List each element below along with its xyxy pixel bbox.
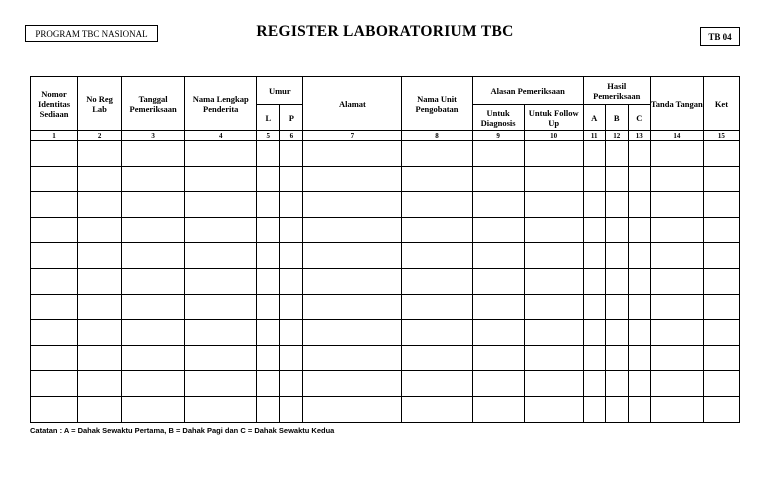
table-cell[interactable]: [605, 192, 628, 218]
table-cell[interactable]: [31, 141, 78, 167]
table-cell[interactable]: [628, 192, 650, 218]
table-cell[interactable]: [122, 294, 185, 320]
table-cell[interactable]: [402, 294, 472, 320]
table-cell[interactable]: [472, 166, 524, 192]
table-cell[interactable]: [524, 166, 583, 192]
column-number: 14: [650, 131, 703, 141]
table-cell[interactable]: [472, 192, 524, 218]
column-number: 11: [583, 131, 605, 141]
table-cell[interactable]: [402, 192, 472, 218]
form-code: TB 04: [700, 27, 740, 46]
table-cell[interactable]: [185, 396, 257, 422]
column-number: 13: [628, 131, 650, 141]
table-cell[interactable]: [650, 243, 703, 269]
column-number: 15: [703, 131, 739, 141]
column-number-row: [31, 131, 740, 141]
header-alamat: Alamat: [303, 77, 402, 131]
column-number: 6: [280, 131, 303, 141]
table-cell[interactable]: [31, 243, 78, 269]
table-cell[interactable]: [472, 294, 524, 320]
table-cell[interactable]: [280, 371, 303, 397]
table-cell[interactable]: [472, 141, 524, 167]
table-cell[interactable]: [280, 243, 303, 269]
table-cell[interactable]: [122, 371, 185, 397]
header-tanggal-pemeriksaan: Tanggal Pemeriksaan: [122, 77, 185, 131]
table-cell[interactable]: [524, 371, 583, 397]
table-cell[interactable]: [628, 371, 650, 397]
table-cell[interactable]: [583, 141, 605, 167]
table-cell[interactable]: [78, 268, 122, 294]
table-cell[interactable]: [583, 217, 605, 243]
table-cell[interactable]: [703, 396, 739, 422]
table-cell[interactable]: [703, 243, 739, 269]
table-cell[interactable]: [583, 166, 605, 192]
table-row: [31, 141, 740, 167]
table-cell[interactable]: [122, 217, 185, 243]
table-cell[interactable]: [122, 268, 185, 294]
table-cell[interactable]: [257, 371, 280, 397]
table-cell[interactable]: [703, 166, 739, 192]
table-cell[interactable]: [257, 396, 280, 422]
table-cell[interactable]: [31, 294, 78, 320]
table-cell[interactable]: [257, 243, 280, 269]
table-cell[interactable]: [185, 166, 257, 192]
table-cell[interactable]: [628, 396, 650, 422]
table-cell[interactable]: [703, 217, 739, 243]
column-number: 7: [303, 131, 402, 141]
table-row: [31, 243, 740, 269]
table-cell[interactable]: [185, 141, 257, 167]
table-row: [31, 345, 740, 371]
table-cell[interactable]: [583, 268, 605, 294]
table-cell[interactable]: [78, 217, 122, 243]
table-cell[interactable]: [605, 320, 628, 346]
table-cell[interactable]: [628, 268, 650, 294]
table-cell[interactable]: [583, 345, 605, 371]
header-hasil-pemeriksaan: Hasil Pemeriksaan: [583, 77, 650, 105]
table-cell[interactable]: [303, 320, 402, 346]
table-cell[interactable]: [605, 217, 628, 243]
table-cell[interactable]: [402, 320, 472, 346]
table-cell[interactable]: [280, 345, 303, 371]
register-table: [30, 76, 740, 423]
table-cell[interactable]: [605, 294, 628, 320]
table-cell[interactable]: [524, 243, 583, 269]
table-cell[interactable]: [78, 371, 122, 397]
table-cell[interactable]: [122, 192, 185, 218]
table-cell[interactable]: [303, 141, 402, 167]
header-no-reg-lab: No Reg Lab: [78, 77, 122, 131]
table-cell[interactable]: [583, 243, 605, 269]
table-cell[interactable]: [472, 217, 524, 243]
table-cell[interactable]: [524, 217, 583, 243]
table-cell[interactable]: [78, 320, 122, 346]
column-number: 8: [402, 131, 472, 141]
header-tanda-tangan: Tanda Tangan: [650, 77, 703, 131]
table-cell[interactable]: [605, 345, 628, 371]
table-cell[interactable]: [280, 166, 303, 192]
table-cell[interactable]: [31, 371, 78, 397]
table-cell[interactable]: [703, 294, 739, 320]
table-cell[interactable]: [650, 371, 703, 397]
table-cell[interactable]: [303, 217, 402, 243]
table-cell[interactable]: [524, 320, 583, 346]
table-cell[interactable]: [703, 320, 739, 346]
table-cell[interactable]: [628, 345, 650, 371]
table-cell[interactable]: [524, 345, 583, 371]
table-cell[interactable]: [31, 217, 78, 243]
table-cell[interactable]: [472, 268, 524, 294]
table-row: [31, 294, 740, 320]
table-cell[interactable]: [122, 345, 185, 371]
header-untuk-diagnosis: Untuk Diagnosis: [472, 105, 524, 131]
table-cell[interactable]: [472, 396, 524, 422]
table-cell[interactable]: [703, 345, 739, 371]
table-cell[interactable]: [31, 192, 78, 218]
header-umur-p: P: [280, 105, 303, 131]
table-cell[interactable]: [303, 371, 402, 397]
table-cell[interactable]: [605, 371, 628, 397]
table-cell[interactable]: [650, 217, 703, 243]
table-cell[interactable]: [185, 371, 257, 397]
table-cell[interactable]: [257, 294, 280, 320]
table-cell[interactable]: [605, 268, 628, 294]
table-cell[interactable]: [402, 268, 472, 294]
table-cell[interactable]: [31, 345, 78, 371]
table-cell[interactable]: [185, 294, 257, 320]
table-cell[interactable]: [628, 320, 650, 346]
table-cell[interactable]: [650, 141, 703, 167]
table-cell[interactable]: [280, 192, 303, 218]
table-cell[interactable]: [78, 141, 122, 167]
table-cell[interactable]: [628, 243, 650, 269]
table-cell[interactable]: [280, 217, 303, 243]
table-row: [31, 192, 740, 218]
table-cell[interactable]: [257, 320, 280, 346]
table-cell[interactable]: [257, 217, 280, 243]
table-row: [31, 268, 740, 294]
table-cell[interactable]: [524, 268, 583, 294]
table-cell[interactable]: [628, 294, 650, 320]
table-cell[interactable]: [185, 345, 257, 371]
column-number: 1: [31, 131, 78, 141]
table-cell[interactable]: [303, 294, 402, 320]
table-cell[interactable]: [185, 268, 257, 294]
table-cell[interactable]: [402, 141, 472, 167]
table-cell[interactable]: [303, 268, 402, 294]
column-number: 4: [185, 131, 257, 141]
table-cell[interactable]: [122, 243, 185, 269]
table-cell[interactable]: [257, 166, 280, 192]
table-cell[interactable]: [472, 243, 524, 269]
register-body: [31, 141, 740, 423]
table-cell[interactable]: [31, 396, 78, 422]
table-cell[interactable]: [122, 141, 185, 167]
table-row: [31, 217, 740, 243]
table-cell[interactable]: [122, 320, 185, 346]
table-cell[interactable]: [303, 243, 402, 269]
column-number: 2: [78, 131, 122, 141]
table-cell[interactable]: [650, 345, 703, 371]
table-cell[interactable]: [402, 371, 472, 397]
table-cell[interactable]: [605, 396, 628, 422]
table-cell[interactable]: [703, 371, 739, 397]
table-cell[interactable]: [650, 294, 703, 320]
table-row: [31, 166, 740, 192]
table-cell[interactable]: [257, 345, 280, 371]
table-cell[interactable]: [280, 294, 303, 320]
header-hasil-a: A: [583, 105, 605, 131]
table-row: [31, 371, 740, 397]
table-cell[interactable]: [524, 141, 583, 167]
table-cell[interactable]: [650, 268, 703, 294]
table-cell[interactable]: [402, 166, 472, 192]
header-nama-penderita: Nama Lengkap Penderita: [185, 77, 257, 131]
table-cell[interactable]: [524, 294, 583, 320]
table-cell[interactable]: [472, 371, 524, 397]
header-alasan-pemeriksaan: Alasan Pemeriksaan: [472, 77, 583, 105]
header-umur: Umur: [257, 77, 303, 105]
table-cell[interactable]: [650, 192, 703, 218]
table-cell[interactable]: [703, 268, 739, 294]
page-title: REGISTER LABORATORIUM TBC: [256, 23, 514, 40]
table-cell[interactable]: [583, 192, 605, 218]
table-cell[interactable]: [78, 166, 122, 192]
table-cell[interactable]: [650, 320, 703, 346]
table-cell[interactable]: [605, 141, 628, 167]
table-cell[interactable]: [472, 320, 524, 346]
table-cell[interactable]: [402, 217, 472, 243]
header-unit-pengobatan: Nama Unit Pengobatan: [402, 77, 472, 131]
header-ket: Ket: [703, 77, 739, 131]
column-number: 9: [472, 131, 524, 141]
table-cell[interactable]: [31, 320, 78, 346]
table-cell[interactable]: [303, 166, 402, 192]
table-cell[interactable]: [583, 294, 605, 320]
table-cell[interactable]: [122, 166, 185, 192]
table-cell[interactable]: [583, 320, 605, 346]
header-untuk-follow-up: Untuk Follow Up: [524, 105, 583, 131]
table-cell[interactable]: [628, 166, 650, 192]
column-number: 5: [257, 131, 280, 141]
column-number: 12: [605, 131, 628, 141]
table-cell[interactable]: [703, 141, 739, 167]
table-cell[interactable]: [280, 141, 303, 167]
table-cell[interactable]: [185, 243, 257, 269]
table-cell[interactable]: [257, 141, 280, 167]
table-cell[interactable]: [605, 243, 628, 269]
table-cell[interactable]: [524, 192, 583, 218]
table-cell[interactable]: [185, 192, 257, 218]
table-cell[interactable]: [280, 320, 303, 346]
table-cell[interactable]: [472, 345, 524, 371]
table-cell[interactable]: [583, 396, 605, 422]
table-cell[interactable]: [78, 345, 122, 371]
table-cell[interactable]: [78, 396, 122, 422]
table-cell[interactable]: [280, 396, 303, 422]
header-nomor-identitas: Nomor Identitas Sediaan: [31, 77, 78, 131]
table-cell[interactable]: [628, 141, 650, 167]
table-cell[interactable]: [185, 320, 257, 346]
table-cell[interactable]: [78, 192, 122, 218]
program-label: PROGRAM TBC NASIONAL: [25, 25, 158, 42]
table-row: [31, 320, 740, 346]
table-cell[interactable]: [650, 396, 703, 422]
table-cell[interactable]: [122, 396, 185, 422]
table-cell[interactable]: [78, 243, 122, 269]
table-cell[interactable]: [605, 166, 628, 192]
header-hasil-b: B: [605, 105, 628, 131]
table-cell[interactable]: [31, 166, 78, 192]
table-cell[interactable]: [31, 268, 78, 294]
table-cell[interactable]: [280, 268, 303, 294]
column-number: 3: [122, 131, 185, 141]
table-cell[interactable]: [303, 192, 402, 218]
table-cell[interactable]: [257, 192, 280, 218]
table-cell[interactable]: [303, 345, 402, 371]
table-cell[interactable]: [402, 345, 472, 371]
table-cell[interactable]: [583, 371, 605, 397]
table-row: [31, 396, 740, 422]
table-cell[interactable]: [524, 396, 583, 422]
table-cell[interactable]: [78, 294, 122, 320]
table-cell[interactable]: [185, 217, 257, 243]
column-number: 10: [524, 131, 583, 141]
table-cell[interactable]: [703, 192, 739, 218]
table-cell[interactable]: [628, 217, 650, 243]
table-cell[interactable]: [257, 268, 280, 294]
table-cell[interactable]: [650, 166, 703, 192]
footnote: Catatan : A = Dahak Sewaktu Pertama, B = Dahak Pagi dan C = Dahak Sewaktu Kedua: [30, 426, 335, 435]
table-cell[interactable]: [303, 396, 402, 422]
table-cell[interactable]: [402, 243, 472, 269]
header-umur-l: L: [257, 105, 280, 131]
header-hasil-c: C: [628, 105, 650, 131]
table-cell[interactable]: [402, 396, 472, 422]
